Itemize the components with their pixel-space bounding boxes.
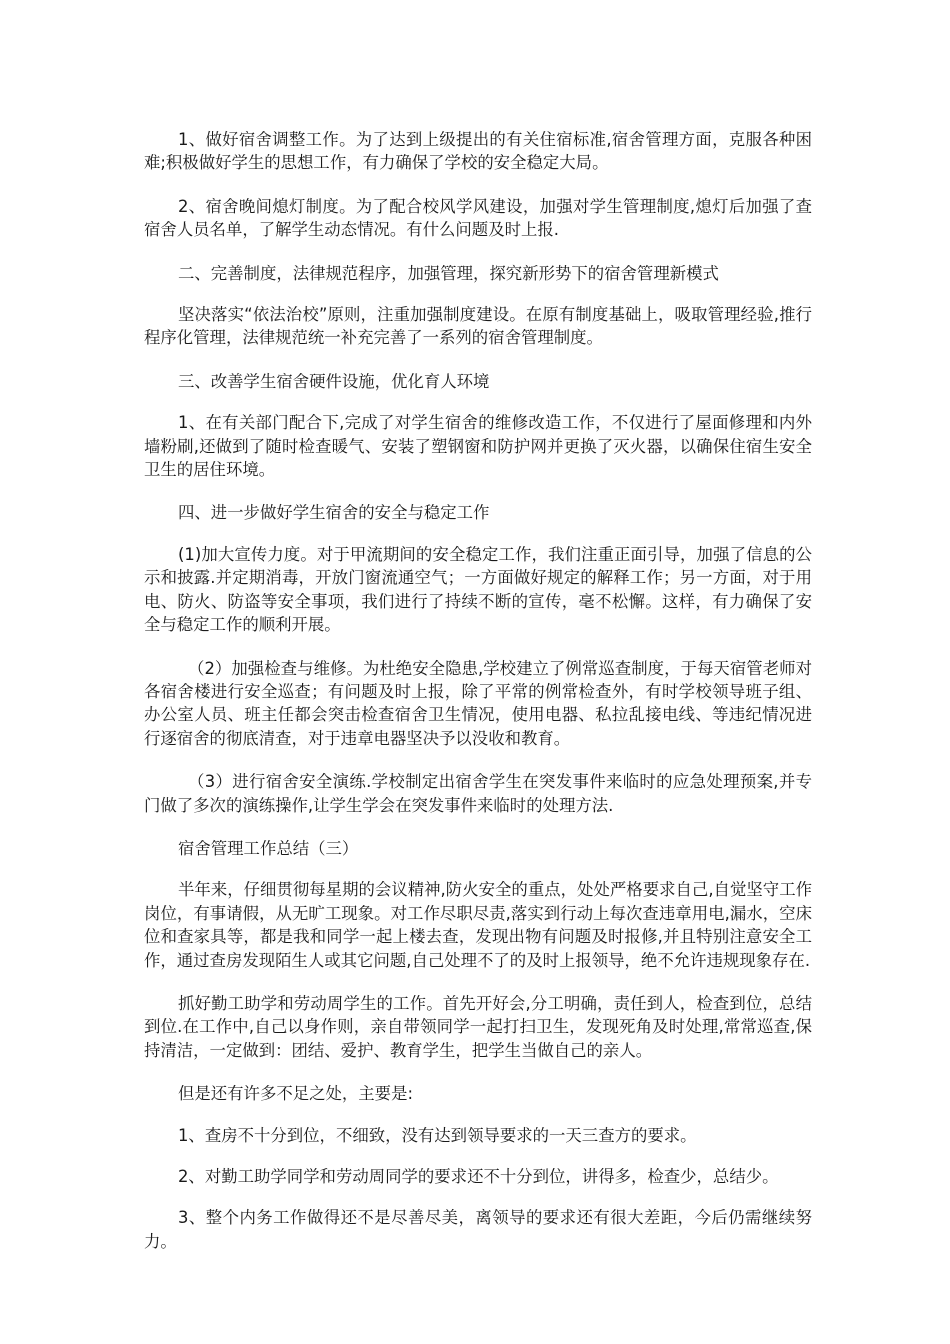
- section-heading-4: 四、进一步做好学生宿舍的安全与稳定工作: [178, 503, 490, 523]
- paragraph-inspection: （2）加强检查与维修。为杜绝安全隐患,学校建立了例常巡查制度，于每天宿管老师对各宿舍楼进行安全巡查；有问题及时上报，除了平常的例常检查外，有时学校领导班子组、办公室人员、班主任都会突击检查宿舍卫生情况，使用电器、私拉乱接电线、等违纪情况进行逐宿舍的彻底清查，对于违章电器坚决予以没收和教育。: [144, 658, 812, 748]
- paragraph-maintenance: 1、在有关部门配合下,完成了对学生宿舍的维修改造工作，不仅进行了屋面修理和内外墙粉刷,还做到了随时检查暖气、安装了塑钢窗和防护网并更换了灭火器，以确保住宿生安全卫生的居住环境。: [144, 413, 812, 480]
- paragraph-shortcomings-intro: 但是还有许多不足之处，主要是:: [178, 1084, 413, 1104]
- paragraph-half-year: 半年来，仔细贯彻每星期的会议精神,防火安全的重点，处处严格要求自己,自觉坚守工作岗位，有事请假，从无旷工现象。对工作尽职尽责,落实到行动上每次查违章用电,漏水，空床位和查家具等，都是我和同学一起上楼去查，发现出物有问题及时报修,并且特别注意安全工作，通过查房发现陌生人或其它问题,自己处理不了的及时上报领导，绝不允许违规现象存在.: [144, 880, 812, 970]
- shortcoming-item-3: 3、整个内务工作做得还不是尽善尽美，离领导的要求还有很大差距，今后仍需继续努力。: [144, 1208, 812, 1251]
- paragraph-work-study: 抓好勤工助学和劳动周学生的工作。首先开好会,分工明确，责任到人，检查到位，总结到位.在工作中,自己以身作则，亲自带领同学一起打扫卫生，发现死角及时处理,常常巡查,保持清洁，一定做到：团结、爱护、教育学生，把学生当做自己的亲人。: [144, 993, 812, 1060]
- paragraph-drill: （3）进行宿舍安全演练.学校制定出宿舍学生在突发事件来临时的应急处理预案,并专门做了多次的演练操作,让学生学会在突发事件来临时的处理方法.: [144, 772, 812, 815]
- shortcoming-item-1: 1、查房不十分到位，不细致，没有达到领导要求的一天三查方的要求。: [178, 1125, 697, 1145]
- paragraph-publicity: (1)加大宣传力度。对于甲流期间的安全稳定工作，我们注重正面引导，加强了信息的公示和披露.并定期消毒，开放门窗流通空气；一方面做好规定的解释工作；另一方面，对于用电、防火、防盗等安全事项，我们进行了持续不断的宣传，毫不松懈。这样，有力确保了安全与稳定工作的顺利开展。: [144, 544, 812, 635]
- paragraph-rule-of-law: 坚决落实“依法治校”原则，注重加强制度建设。在原有制度基础上，吸取管理经验,推行程序化管理，法律规范统一补充完善了一系列的宿舍管理制度。: [144, 305, 812, 348]
- paragraph-dorm-adjustment: 1、做好宿舍调整工作。为了达到上级提出的有关住宿标准,宿舍管理方面，克服各种困难;积极做好学生的思想工作，有力确保了学校的安全稳定大局。: [144, 130, 812, 173]
- shortcoming-item-2: 2、对勤工助学同学和劳动周同学的要求还不十分到位，讲得多，检查少，总结少。: [178, 1167, 779, 1186]
- paragraph-lights-out: 2、宿舍晚间熄灯制度。为了配合校风学风建设，加强对学生管理制度,熄灯后加强了查宿舍人员名单，了解学生动态情况。有什么问题及时上报.: [144, 196, 812, 240]
- section-heading-2: 二、完善制度，法律规范程序，加强管理，探究新形势下的宿舍管理新模式: [178, 263, 719, 283]
- section-heading-3: 三、改善学生宿舍硬件设施，优化育人环境: [178, 371, 490, 391]
- document-page: [144, 128, 812, 1273]
- summary-title-3: 宿舍管理工作总结（三）: [178, 838, 359, 858]
